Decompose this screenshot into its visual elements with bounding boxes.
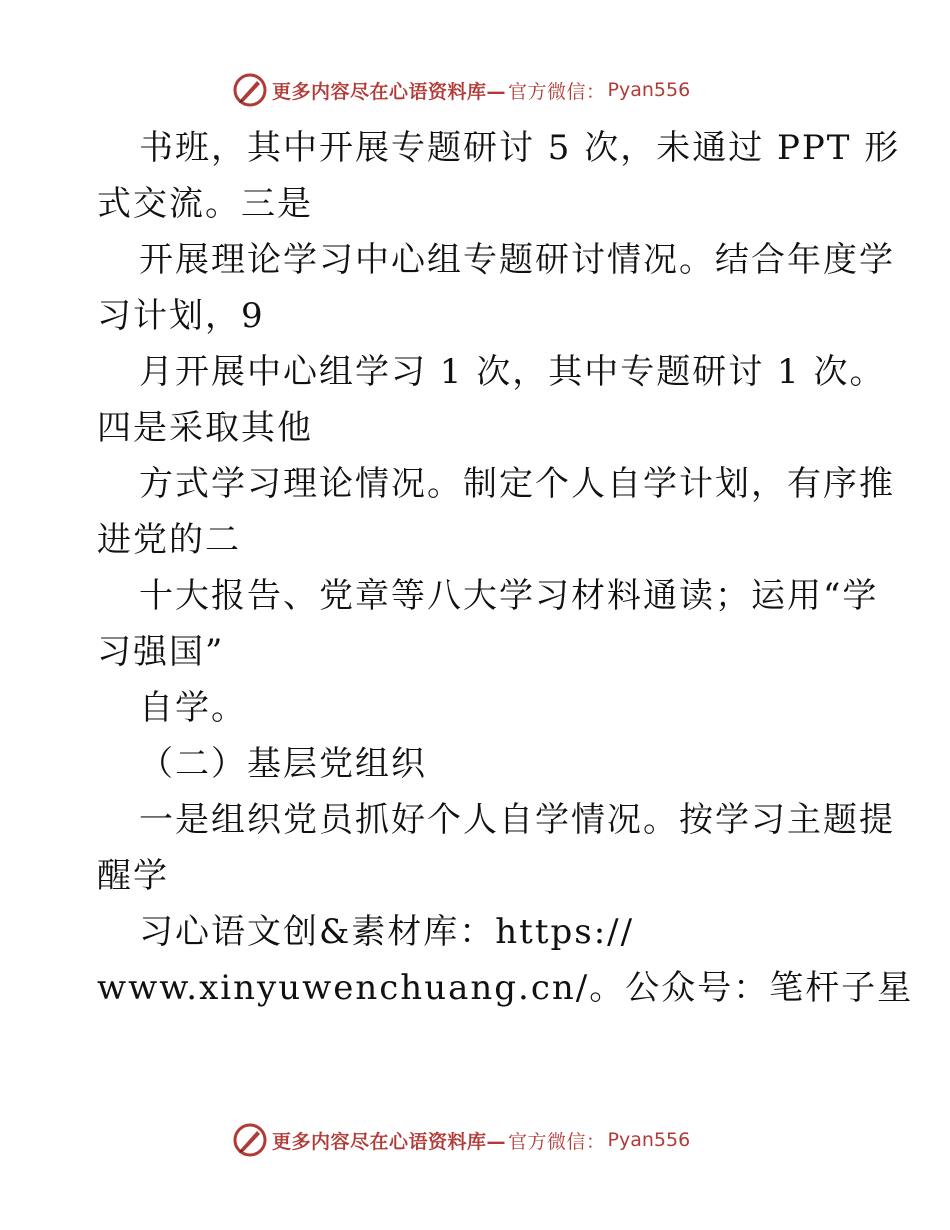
text-line: 方式学习理论情况。制定个人自学计划，有序推	[139, 464, 895, 504]
text-line: 开展理论学习中心组专题研讨情况。结合年度学	[139, 240, 895, 280]
banner-text: 更多内容尽在心语资料库—	[272, 80, 507, 103]
banner-text: 更多内容尽在心语资料库—	[272, 1130, 507, 1153]
banner-wechat-account: Pyan556	[607, 1129, 691, 1151]
banner-wechat-label: 官方微信：	[508, 1130, 606, 1153]
text-line: 月开展中心组学习 1 次，其中专题研讨 1 次。	[139, 352, 886, 392]
pen-logo-icon	[232, 1122, 268, 1158]
pen-logo-icon	[232, 72, 268, 108]
banner-wechat-label: 官方微信：	[508, 80, 606, 103]
text-line: 自学。	[139, 688, 247, 728]
text-line: 书班，其中开展专题研讨 5 次，未通过 PPT 形	[139, 128, 901, 168]
section-heading: （二）基层党组织	[139, 744, 427, 784]
footer-banner	[232, 1122, 690, 1158]
text-line: 进党的二	[97, 520, 241, 560]
text-line: 习计划，9	[97, 296, 265, 336]
header-banner	[232, 72, 690, 108]
text-line: 一是组织党员抓好个人自学情况。按学习主题提	[139, 800, 895, 840]
text-line: 醒学	[97, 856, 169, 896]
text-line: 十大报告、党章等八大学习材料通读；运用“学	[139, 576, 879, 616]
banner-wechat-account: Pyan556	[607, 79, 691, 101]
text-line: 习心语文创&素材库：https://	[139, 912, 635, 952]
text-line: 习强国”	[97, 632, 225, 672]
text-line: 式交流。三是	[97, 184, 313, 224]
text-line: www.xinyuwenchuang.cn/。公众号：笔杆子星	[97, 968, 914, 1008]
text-line: 四是采取其他	[97, 408, 313, 448]
document-body	[97, 120, 914, 1016]
